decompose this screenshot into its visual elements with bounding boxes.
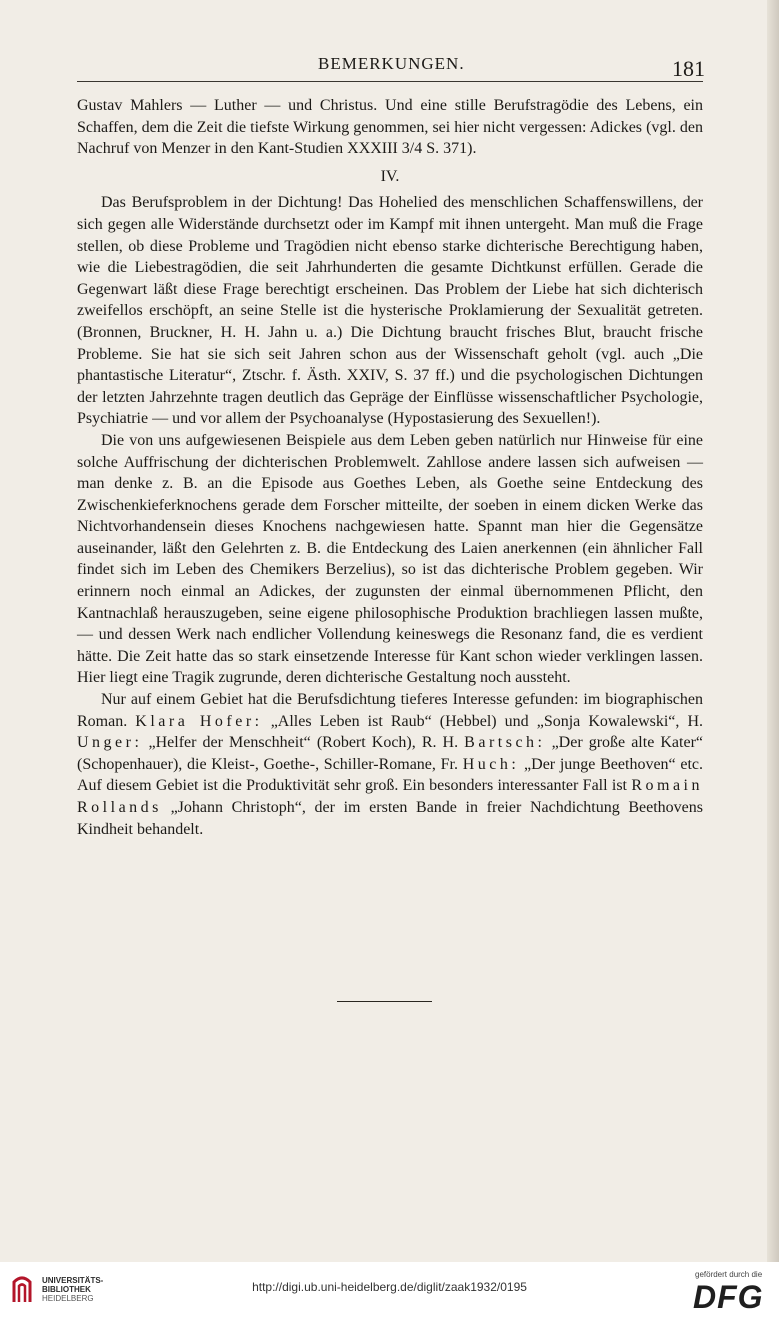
spaced-author-name: Bartsch: [464,734,546,752]
text-span: „Der große alte Kater“ (Schopenhauer), die Kleist-, Goethe-, Schiller-Romane, Fr. [77,734,703,773]
library-name-line: UNIVERSITÄTS- [42,1275,104,1285]
text-span: „Johann Christoph“, der im ersten Bande in freier Nachdichtung Beethovens Kindheit behandelt. [77,799,704,838]
paragraph: Die von uns aufgewiesenen Beispiele aus dem Leben geben natürlich nur Hinweise für eine solche Auffrischung der dichterischen Problemwelt. Zahllose andere lassen sich aufweisen — man denke z. B. an die Episode aus Goethes Leben, als Goethe seine Entdeckung des Zwischenkieferknochens gerade dem Forscher mitteilte, der soeben in einem dicken Werke das Nichtvorhandensein dieses Knochens nachgewiesen hatte. Spannt man hier die Gegensätze auseinander, läßt den Gelehrten z. B. die Entdeckung des Laien anerkennen (ein ähnlicher Fall findet sich im Leben des Chemikers Berzelius), so ist das dichterische Problem gegeben. Wir erinnern noch einmal an Adickes, der zugunsten der einmal übernommenen Pflicht, den Kantnachlaß herauszugeben, seine eigene philosophische Produktion brachliegen lassen mußte, — und dessen Werk nach endlicher Vollendung keineswegs die Resonanz fand, die es verdient hätte. Die Zeit hatte das so stark einsetzende Interesse für Kant schon wieder verklingen lassen. Hier liegt eine Tragik zugrunde, deren dichterische Gestaltung noch aussteht. [77,431,703,687]
library-name-line: HEIDELBERG [42,1293,94,1303]
spaced-author-name: Klara Hofer: [135,712,263,730]
paragraph-continuation: Gustav Mahlers — Luther — und Christus. Und eine stille Berufstragödie des Lebens, ein Schaffen, dem die Zeit die tiefste Wirkung genommen, sei hier nicht vergessen: Adickes (vgl. den Nachruf von Menzer in den Kant-Studien XXXIII 3/4 S. 371). [77,97,703,158]
dfg-caption: gefördert durch die [695,1270,763,1279]
dfg-logo-icon[interactable]: DFG [693,1279,764,1315]
paragraph [77,689,703,840]
spaced-author-name: Unger: [77,734,143,752]
footer-bar [0,1262,779,1320]
source-url[interactable]: http://digi.ub.uni-heidelberg.de/diglit/zaak1932/0195 [252,1280,527,1294]
text-span: „Der junge Beethoven“ etc. Auf diesem Gebiet ist die Produktivität sehr groß. Ein besonders interessanter Fall ist [77,755,704,795]
paragraph: Das Berufsproblem in der Dichtung! Das Hohelied des menschlichen Schaffenswillens, der sich gegen alle Widerstände durchsetzt oder im Kampf mit ihnen untergeht. Man muß die Frage stellen, ob diese Probleme und Tragödien nicht ebenso starke dichterische Berechtigung haben, wie die Liebestragödien, die seit Jahrhunderten die gesamte Dichtkunst erfüllen. Gerade die Gegenwart läßt diese Frage berechtigt erscheinen. Das Problem der Liebe hat sich dichterisch zweifellos erschöpft, an seine Stelle ist die hysterische Proklamierung der Sexualität getreten. (Bronnen, Bruckner, H. H. Jahn u. a.) Die Dichtung braucht frisches Blut, braucht frische Probleme. Sie hat sie sich seit Jahren schon aus der Wissenschaft geholt (vgl. auch „Die phantastische Literatur“, Ztschr. f. Ästh. XXIV, S. 37 ff.) und die psychologischen Dichtungen der letzten Jahrzehnte tragen deutlich das Gepräge der Einflüsse wissenschaftlicher Psychologie, Psychiatrie — und vor allem der Psychoanalyse (Hypostasierung des Sexuellen!). [77,194,703,428]
text-span: „Helfer der Menschheit“ (Robert Koch), R. H. [148,734,459,752]
text-span: Nur auf einem Gebiet hat die Berufsdichtung tieferes Interesse gefunden: im biographischen Roman. [77,691,703,730]
text-span: „Alles Leben ist Raub“ (Hebbel) und „Sonja Kowalewski“, H. [270,712,704,730]
body-text [77,95,703,840]
spaced-author-name: Romain Rollands [77,777,703,816]
library-name-line: BIBLIOTHEK [42,1284,91,1294]
header-rule [77,81,703,82]
running-head: BEMERKUNGEN. [318,54,465,73]
spaced-author-name: Huch: [462,755,520,773]
page-number: 181 [672,56,705,81]
section-heading: IV. [380,167,400,185]
end-rule [337,1001,432,1002]
